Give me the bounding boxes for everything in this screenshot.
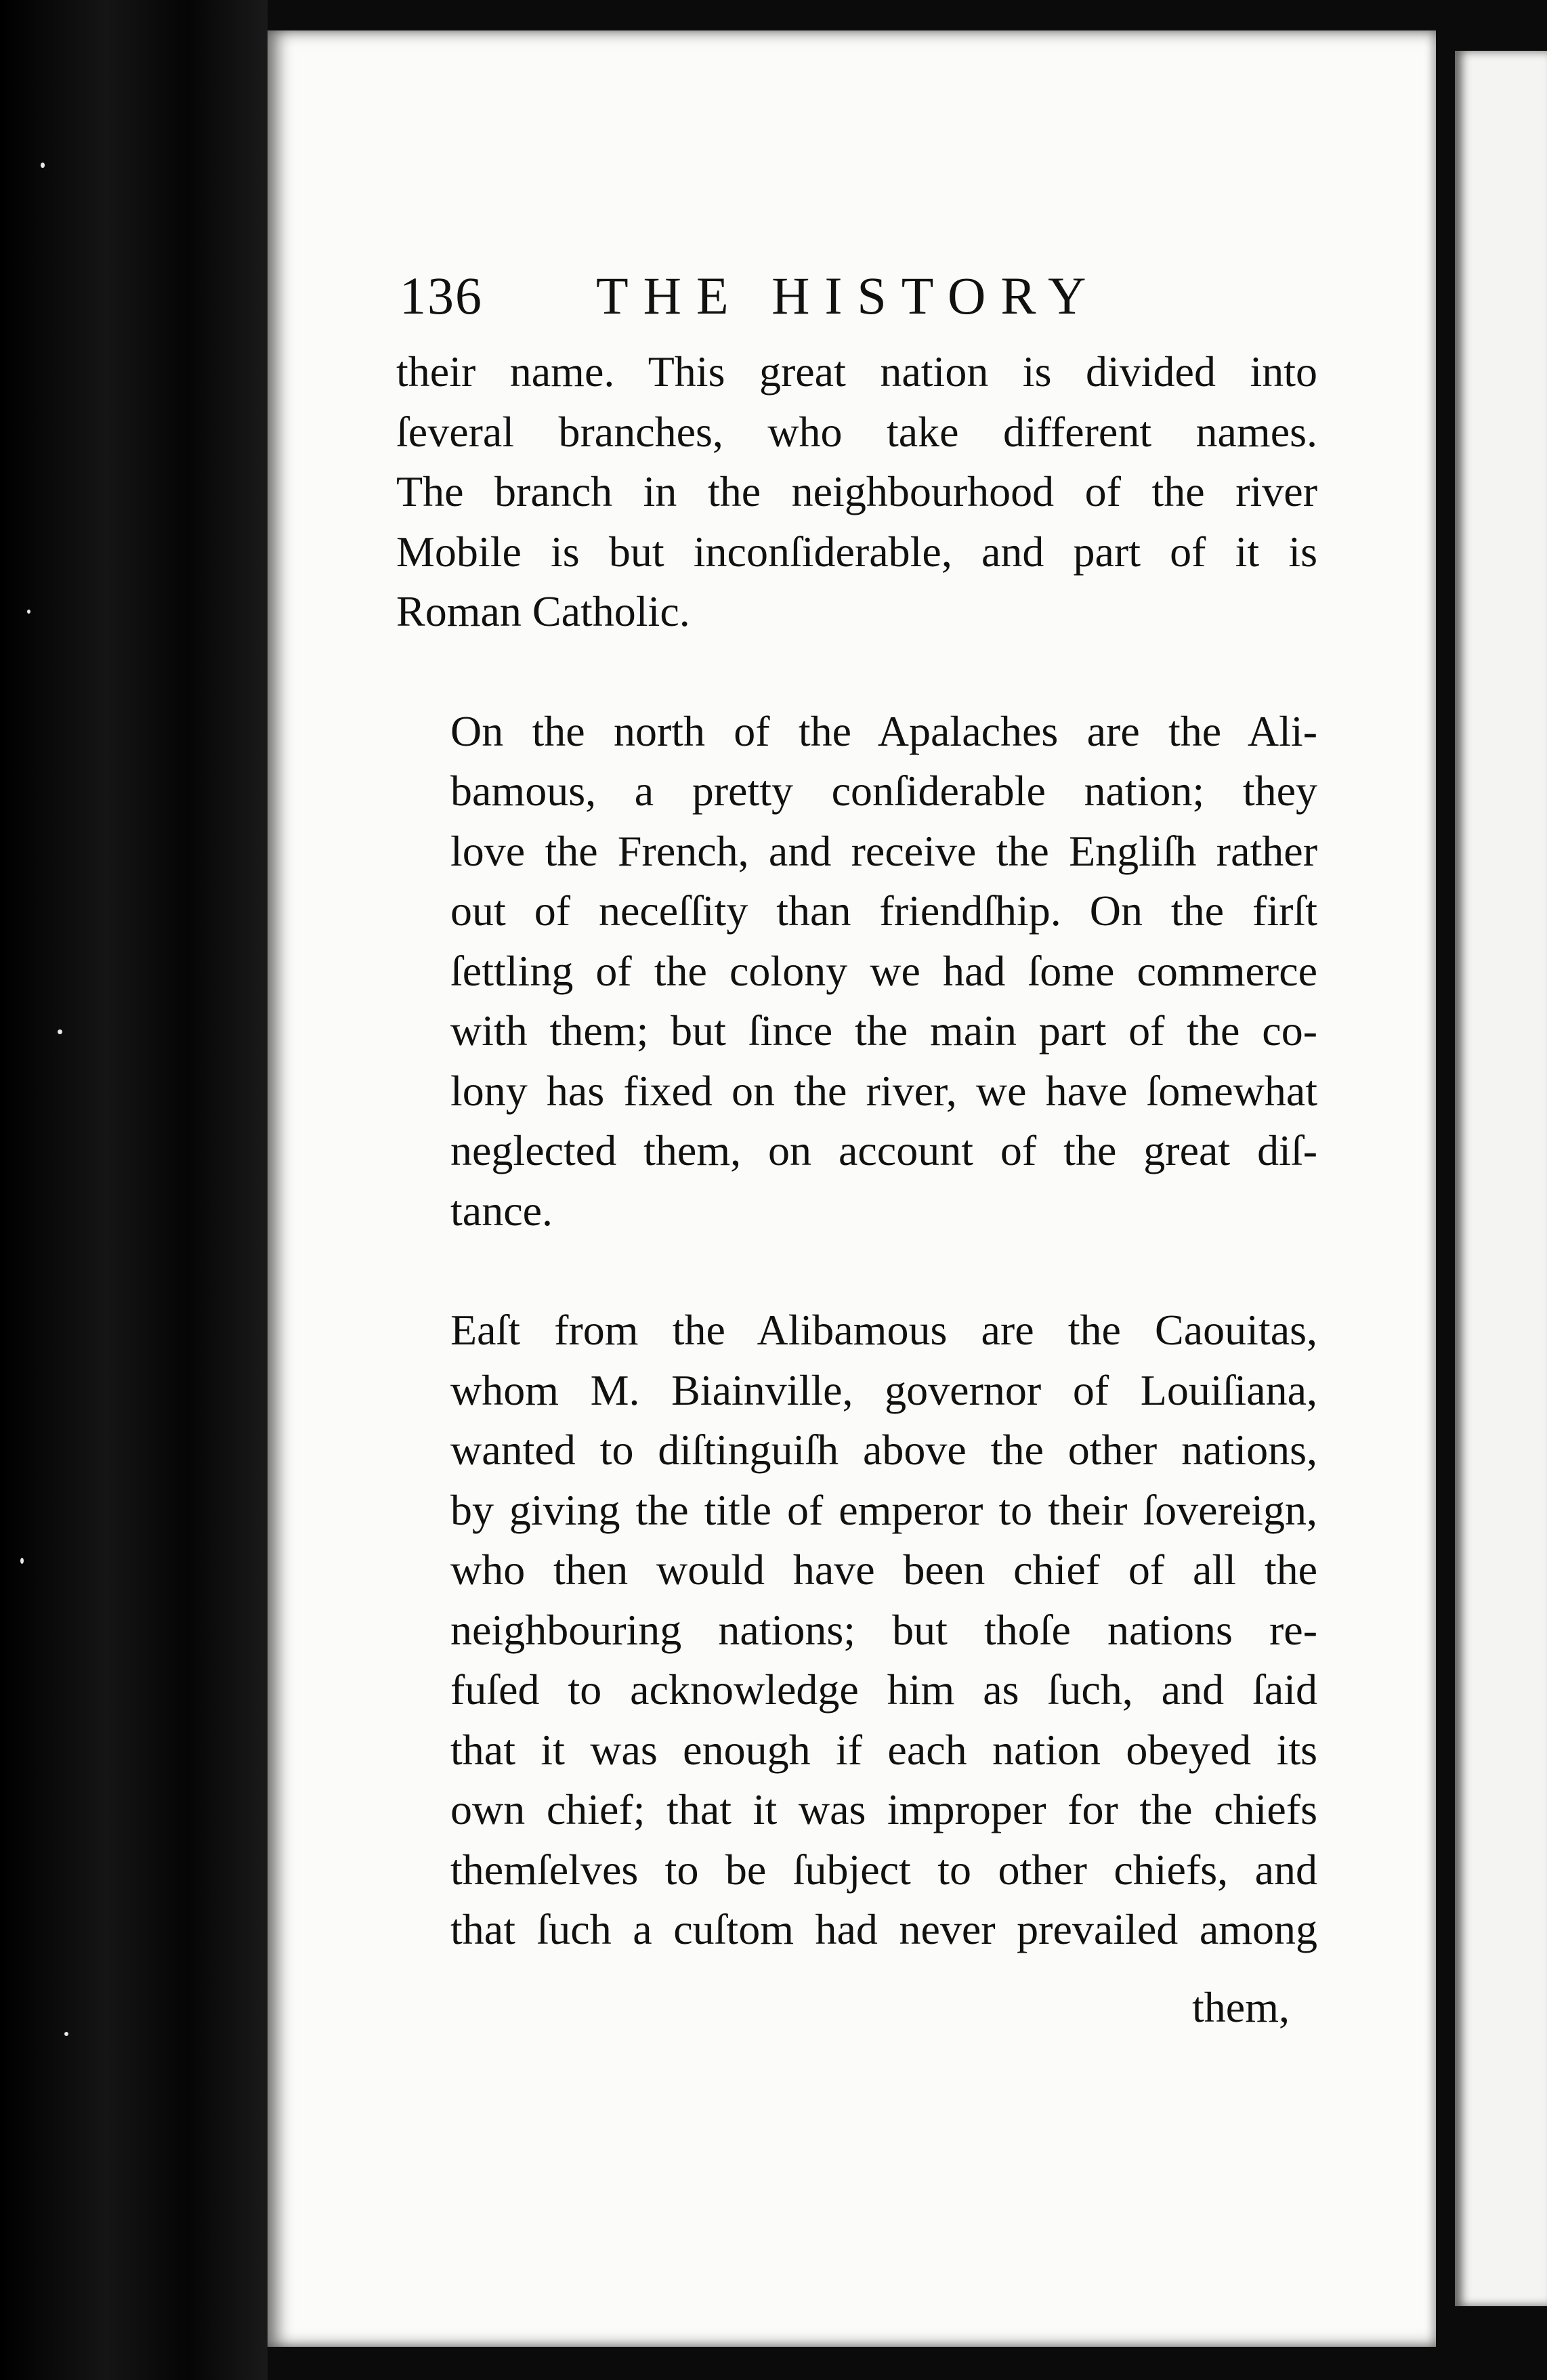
text-line: whom M. Biainville, governor of Louiſiana, [450, 1365, 1317, 1414]
text-line: On the north of the Apalaches are the Ali- [450, 706, 1317, 755]
text-line: who then would have been chief of all the [450, 1546, 1317, 1594]
text-line: love the French, and receive the Engliſh rather [450, 826, 1317, 875]
text-line: with them; but ſince the main part of the co- [450, 1006, 1317, 1055]
binding-speck [58, 1029, 62, 1034]
text-line: tance. [450, 1186, 553, 1235]
facing-page-edge [1455, 51, 1547, 2306]
text-line: that ſuch a cuſtom had never prevailed among [450, 1905, 1317, 1953]
running-title: THE HISTORY [596, 266, 1101, 325]
text-line: fuſed to acknowledge him as ſuch, and ſaid [450, 1665, 1317, 1714]
text-line: wanted to diſtinguiſh above the other nations, [450, 1426, 1317, 1474]
book-binding-edge [0, 0, 268, 2380]
text-line: lony has fixed on the river, we have ſomewhat [450, 1066, 1317, 1115]
text-line: Eaſt from the Alibamous are the Caouitas, [450, 1306, 1317, 1354]
text-line: neighbouring nations; but thoſe nations re- [450, 1605, 1317, 1654]
text-line: Mobile is but inconſiderable, and part of it is [396, 527, 1317, 576]
text-line: by giving the title of emperor to their ſovereign, [450, 1485, 1317, 1534]
paragraph-spacer [396, 1241, 1317, 1300]
text-line: out of neceſſity than friendſhip. On the firſt [450, 887, 1317, 935]
text-line: The branch in the neighbourhood of the river [396, 467, 1317, 515]
binding-speck [27, 610, 30, 614]
text-line: own chief; that it was improper for the chiefs [450, 1785, 1317, 1833]
text-line: ſeveral branches, who take different names. [396, 407, 1317, 456]
running-head [400, 259, 1199, 333]
page-number: 136 [400, 266, 483, 325]
text-line: Roman Catholic. [396, 587, 690, 635]
text-line: that it was enough if each nation obeyed its [450, 1725, 1317, 1774]
text-line: neglected them, on account of the great diſ- [450, 1126, 1317, 1174]
body-text [396, 342, 1317, 1960]
text-line: bamous, a pretty conſiderable nation; they [450, 767, 1317, 815]
binding-speck [64, 2032, 68, 2036]
text-line: themſelves to be ſubject to other chiefs, and [450, 1845, 1317, 1894]
text-line: ſettling of the colony we had ſome commerce [450, 946, 1317, 995]
catchword: them, [1192, 1983, 1290, 2031]
binding-speck [20, 1558, 24, 1564]
paragraph-2 [396, 702, 1317, 1241]
binding-speck [41, 163, 45, 168]
paragraph-3 [396, 1300, 1317, 1960]
paragraph-spacer [396, 642, 1317, 702]
paragraph-1 [396, 342, 1317, 642]
text-line: their name. This great nation is divided into [396, 347, 1317, 396]
